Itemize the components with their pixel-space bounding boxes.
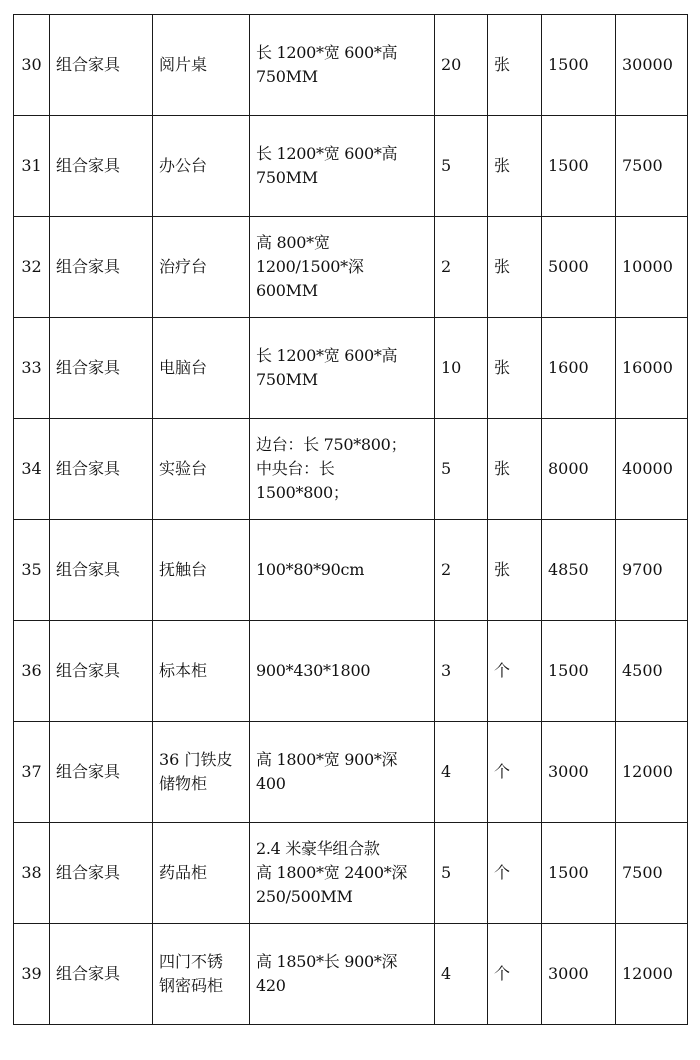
- cell-unit-price: 1500: [542, 116, 616, 217]
- cell-item-name: 四门不锈 钢密码柜: [153, 924, 250, 1025]
- cell-unit: 张: [488, 318, 542, 419]
- cell-number: 34: [14, 419, 50, 520]
- table-row: [14, 318, 688, 419]
- cell-item-name: 抚触台: [153, 520, 250, 621]
- cell-category: 组合家具: [50, 318, 153, 419]
- cell-specification: 100*80*90cm: [250, 520, 435, 621]
- table-row: [14, 924, 688, 1025]
- cell-total: 40000: [616, 419, 688, 520]
- cell-unit-price: 1500: [542, 621, 616, 722]
- cell-number: 31: [14, 116, 50, 217]
- table-body: [14, 15, 688, 1025]
- cell-number: 38: [14, 823, 50, 924]
- cell-number: 30: [14, 15, 50, 116]
- cell-unit: 张: [488, 217, 542, 318]
- cell-item-name: 办公台: [153, 116, 250, 217]
- cell-item-name: 治疗台: [153, 217, 250, 318]
- cell-quantity: 20: [435, 15, 488, 116]
- table-row: [14, 722, 688, 823]
- cell-specification: 长 1200*宽 600*高 750MM: [250, 116, 435, 217]
- cell-specification: 高 800*宽 1200/1500*深 600MM: [250, 217, 435, 318]
- cell-total: 16000: [616, 318, 688, 419]
- table-row: [14, 823, 688, 924]
- cell-unit-price: 1500: [542, 15, 616, 116]
- cell-quantity: 10: [435, 318, 488, 419]
- cell-quantity: 2: [435, 520, 488, 621]
- cell-number: 36: [14, 621, 50, 722]
- cell-number: 39: [14, 924, 50, 1025]
- cell-number: 32: [14, 217, 50, 318]
- cell-total: 10000: [616, 217, 688, 318]
- cell-category: 组合家具: [50, 116, 153, 217]
- cell-category: 组合家具: [50, 924, 153, 1025]
- cell-unit: 个: [488, 924, 542, 1025]
- cell-number: 35: [14, 520, 50, 621]
- cell-specification: 长 1200*宽 600*高 750MM: [250, 318, 435, 419]
- cell-total: 4500: [616, 621, 688, 722]
- cell-unit: 张: [488, 419, 542, 520]
- cell-quantity: 3: [435, 621, 488, 722]
- cell-specification: 900*430*1800: [250, 621, 435, 722]
- table-row: [14, 621, 688, 722]
- cell-unit-price: 1500: [542, 823, 616, 924]
- cell-quantity: 5: [435, 823, 488, 924]
- cell-quantity: 5: [435, 116, 488, 217]
- cell-total: 9700: [616, 520, 688, 621]
- cell-category: 组合家具: [50, 722, 153, 823]
- cell-category: 组合家具: [50, 520, 153, 621]
- cell-specification: 2.4 米豪华组合款 高 1800*宽 2400*深 250/500MM: [250, 823, 435, 924]
- cell-item-name: 标本柜: [153, 621, 250, 722]
- cell-number: 33: [14, 318, 50, 419]
- table-row: [14, 520, 688, 621]
- cell-specification: 边台：长 750*800； 中央台：长 1500*800；: [250, 419, 435, 520]
- cell-specification: 长 1200*宽 600*高 750MM: [250, 15, 435, 116]
- cell-category: 组合家具: [50, 15, 153, 116]
- cell-total: 12000: [616, 722, 688, 823]
- table-row: [14, 419, 688, 520]
- cell-total: 12000: [616, 924, 688, 1025]
- cell-unit-price: 5000: [542, 217, 616, 318]
- cell-specification: 高 1850*长 900*深 420: [250, 924, 435, 1025]
- cell-total: 7500: [616, 116, 688, 217]
- cell-number: 37: [14, 722, 50, 823]
- cell-unit-price: 3000: [542, 924, 616, 1025]
- cell-item-name: 药品柜: [153, 823, 250, 924]
- cell-item-name: 阅片桌: [153, 15, 250, 116]
- cell-quantity: 5: [435, 419, 488, 520]
- furniture-price-table: [13, 14, 688, 1025]
- cell-category: 组合家具: [50, 823, 153, 924]
- cell-specification: 高 1800*宽 900*深 400: [250, 722, 435, 823]
- cell-item-name: 实验台: [153, 419, 250, 520]
- cell-total: 7500: [616, 823, 688, 924]
- cell-unit-price: 3000: [542, 722, 616, 823]
- table-row: [14, 116, 688, 217]
- cell-unit: 个: [488, 722, 542, 823]
- cell-category: 组合家具: [50, 217, 153, 318]
- cell-category: 组合家具: [50, 419, 153, 520]
- cell-item-name: 36 门铁皮 储物柜: [153, 722, 250, 823]
- cell-unit: 个: [488, 823, 542, 924]
- cell-unit-price: 8000: [542, 419, 616, 520]
- cell-category: 组合家具: [50, 621, 153, 722]
- cell-unit: 张: [488, 520, 542, 621]
- table-row: [14, 15, 688, 116]
- cell-unit: 张: [488, 15, 542, 116]
- cell-quantity: 2: [435, 217, 488, 318]
- cell-unit: 个: [488, 621, 542, 722]
- cell-quantity: 4: [435, 722, 488, 823]
- cell-quantity: 4: [435, 924, 488, 1025]
- cell-total: 30000: [616, 15, 688, 116]
- cell-item-name: 电脑台: [153, 318, 250, 419]
- cell-unit-price: 4850: [542, 520, 616, 621]
- cell-unit: 张: [488, 116, 542, 217]
- table-row: [14, 217, 688, 318]
- cell-unit-price: 1600: [542, 318, 616, 419]
